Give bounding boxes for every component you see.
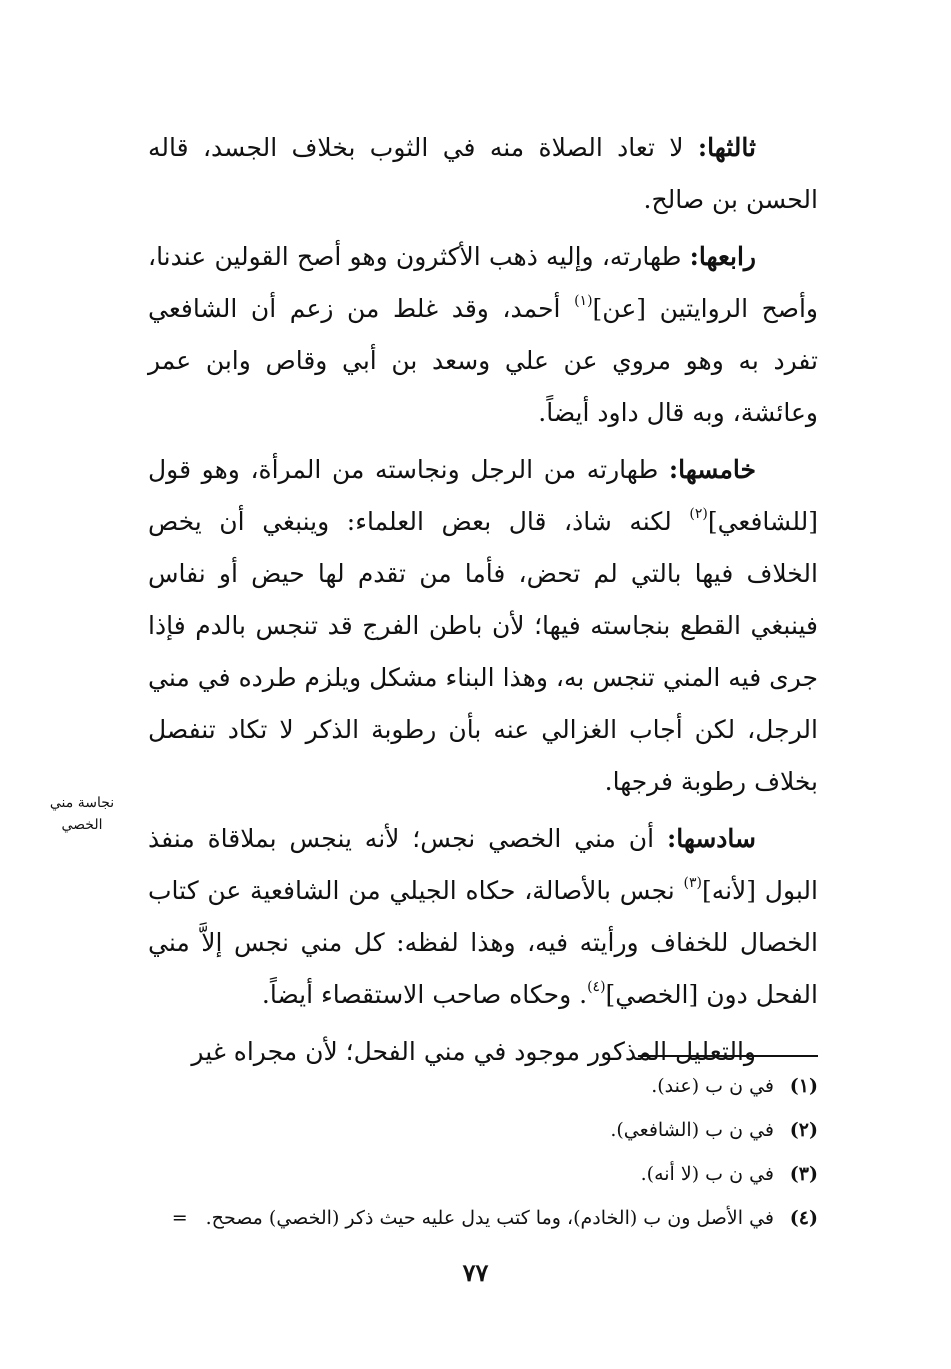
footnote-ref[interactable]: (٤): [587, 979, 606, 995]
margin-note: [22, 792, 142, 836]
footnote-text: في ن ب (لا أنه).: [640, 1163, 774, 1185]
footnote-divider: [638, 1055, 818, 1057]
paragraph-fifth-opinion: [148, 444, 818, 808]
main-text: [148, 122, 818, 1078]
paragraph-text: أحمد، وقد غلط من زعم أن الشافعي تفرد به وهو مروي عن علي وسعد بن أبي وقاص وابن عمر وعائشة، وبه قال داود أيضاً.: [148, 294, 818, 427]
paragraph-text: نجس بالأصالة، حكاه الجيلي من الشافعية عن كتاب الخصال للخفاف ورأيته فيه، وهذا لفظه: كل مني نجس إلاَّ مني الفحل دون [الخصي]: [148, 876, 818, 1009]
continuation-mark: =: [171, 1207, 188, 1229]
margin-note-line: الخصي: [61, 817, 103, 833]
paragraph-text: أن مني الخصي نجس؛ لأنه ينجس بملاقاة منفذ البول [لأنه]: [148, 824, 818, 905]
paragraph-text: والتعليل المذكور موجود في مني الفحل؛ لأن مجراه غير: [191, 1037, 756, 1066]
footnote-number: (١): [789, 1075, 818, 1097]
paragraph-text: لكنه شاذ، قال بعض العلماء: وينبغي أن يخص الخلاف فيها بالتي لم تحض، فأما من تقدم لها حيض أو نفاس فينبغي القطع بنجاسته فيها؛ لأن باطن الفرج قد تنجس بالدم فإذا جرى فيه المني تنجس به، وهذا البناء مشكل ويلزم طرده في مني الرجل، لكن أجاب الغزالي عنه بأن رطوبة الذكر لا تكاد تنفصل بخلاف رطوبة فرجها.: [148, 507, 818, 796]
paragraph-text: طهارته، وإليه ذهب الأكثرون وهو أصح القولين عندنا، وأصح الروايتين [عن]: [148, 242, 818, 323]
footnote-number: (٣): [789, 1163, 818, 1185]
footnote-text: في ن ب (عند).: [651, 1075, 774, 1097]
paragraph-text: لا تعاد الصلاة منه في الثوب بخلاف الجسد، قاله الحسن بن صالح.: [148, 133, 818, 214]
footnote-ref[interactable]: (٢): [689, 506, 708, 522]
footnote-number: (٢): [789, 1119, 818, 1141]
paragraph-lead: رابعها:: [689, 242, 756, 271]
paragraph-sixth-opinion: [148, 813, 818, 1021]
paragraph-lead: ثالثها:: [697, 133, 756, 162]
footnote-text: في ن ب (الشافعي).: [610, 1119, 774, 1141]
footnote-item: [130, 1108, 818, 1152]
paragraph-lead: خامسها:: [668, 455, 756, 484]
margin-note-line: نجاسة مني: [49, 795, 115, 811]
paragraph-third-opinion: [148, 122, 818, 226]
paragraph-text: طهارته من الرجل ونجاسته من المرأة، وهو قول [للشافعي]: [148, 455, 818, 536]
paragraph-text: . وحكاه صاحب الاستقصاء أيضاً.: [261, 980, 588, 1009]
footnote-ref[interactable]: (٣): [683, 875, 702, 891]
footnote-item: [130, 1064, 818, 1108]
footnote-ref[interactable]: (١): [574, 293, 593, 309]
footnote-item: [130, 1196, 818, 1240]
paragraph-lead: سادسها:: [666, 824, 756, 853]
paragraph-fourth-opinion: [148, 231, 818, 439]
page-number: ٧٧: [462, 1258, 489, 1287]
footnotes: [130, 1064, 818, 1240]
footnote-number: (٤): [789, 1207, 818, 1229]
footnote-item: [130, 1152, 818, 1196]
footnote-text: في الأصل ون ب (الخادم)، وما كتب يدل عليه حيث ذكر (الخصي) مصحح.: [205, 1207, 774, 1229]
